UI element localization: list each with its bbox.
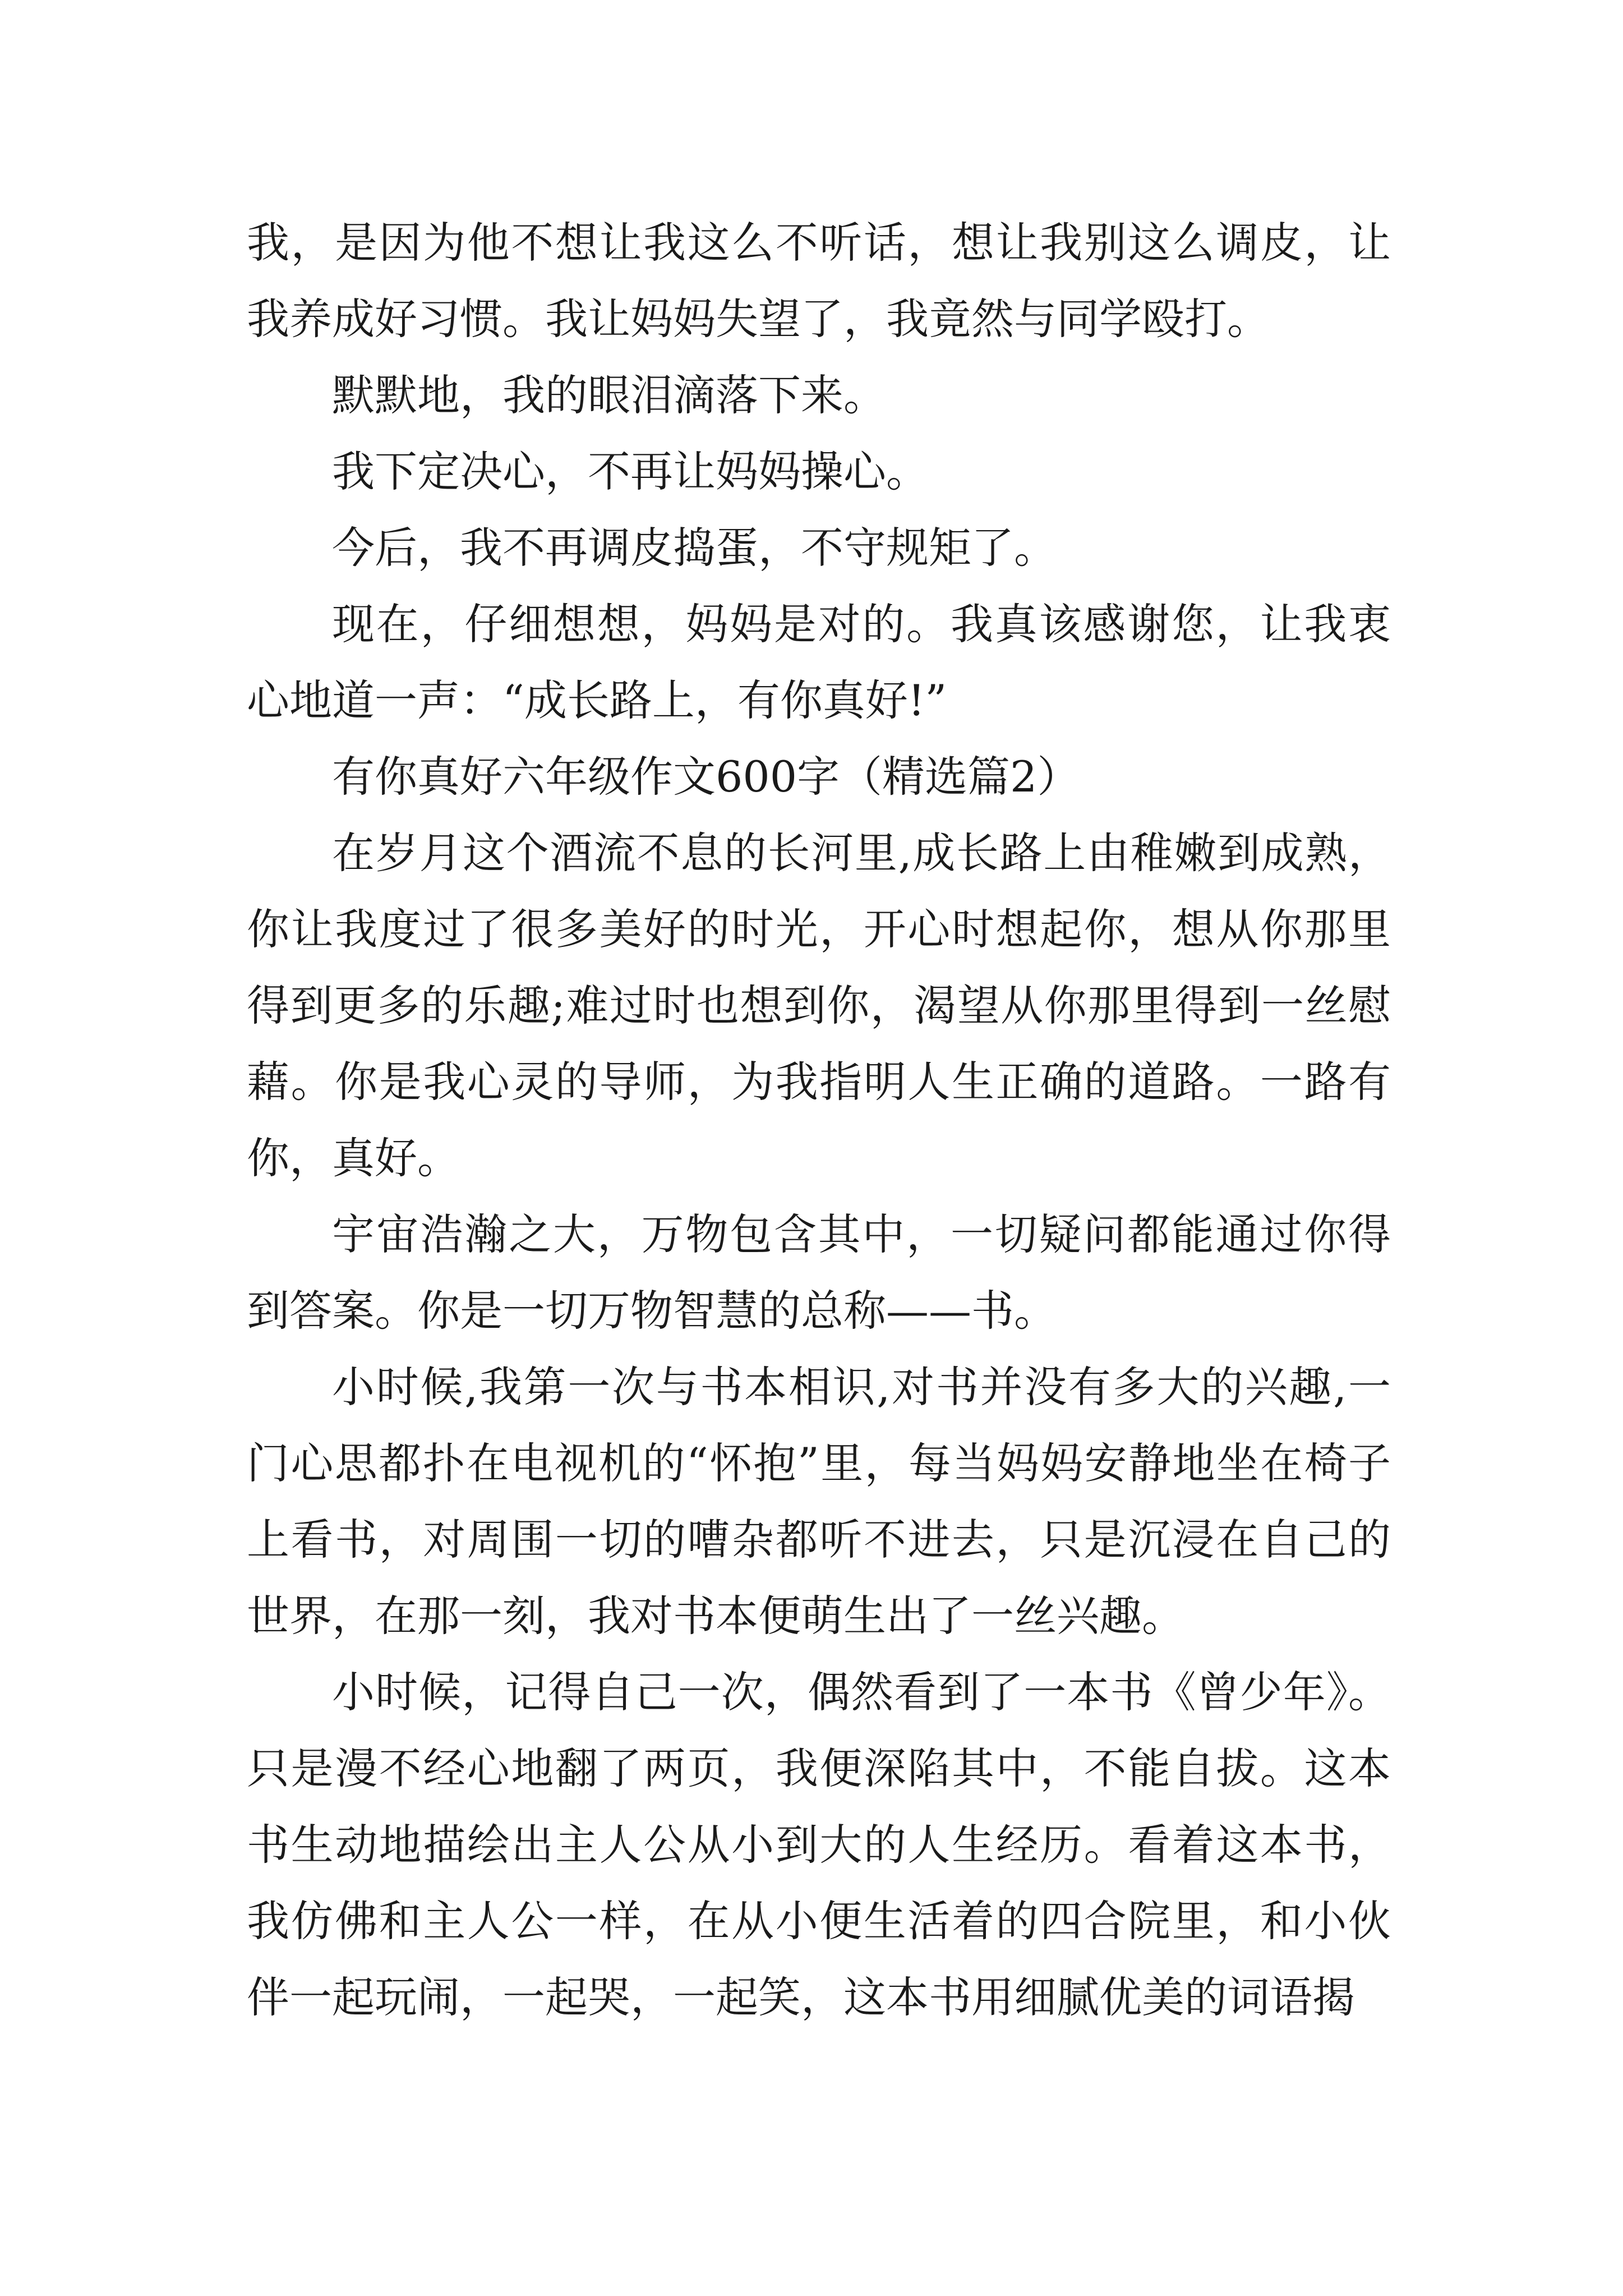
paragraph: 在岁月这个酒流不息的长河里,成长路上由稚嫩到成熟，你让我度过了很多美好的时光，开心时想起你，想从你那里得到更多的乐趣;难过时也想到你，渴望从你那里得到一丝慰藉。你是我心灵的导师，为我指明人生正确的道路。一路有你，真好。	[247, 828, 1391, 1183]
paragraph: 我下定决心，不再让妈妈操心。	[332, 447, 929, 496]
essay-heading: 有你真好六年级作文600字（精选篇2）	[332, 752, 1080, 802]
document-body	[247, 205, 1391, 2036]
paragraph: 小时候，记得自己一次，偶然看到了一本书《曾少年》。只是漫不经心地翻了两页，我便深陷其中，不能自拔。这本书生动地描绘出主人公从小到大的人生经历。看着这本书，我仿佛和主人公一样，在从小便生活着的四合院里，和小伙伴一起玩闹，一起哭，一起笑，这本书用细腻优美的词语揭	[247, 1667, 1391, 2022]
paragraph: 现在，仔细想想，妈妈是对的。我真该感谢您，让我衷心地道一声：“成长路上，有你真好!”	[247, 599, 1391, 725]
paragraph: 宇宙浩瀚之大，万物包含其中，一切疑问都能通过你得到答案。你是一切万物智慧的总称——书。	[247, 1209, 1391, 1336]
paragraph: 默默地，我的眼泪滴落下来。	[332, 370, 886, 420]
paragraph: 小时候,我第一次与书本相识,对书并没有多大的兴趣,一门心思都扑在电视机的“怀抱”里，每当妈妈安静地坐在椅子上看书，对周围一切的嘈杂都听不进去，只是沉浸在自己的世界，在那一刻，我对书本便萌生出了一丝兴趣。	[247, 1362, 1391, 1641]
paragraph-continued: 我，是因为他不想让我这么不听话，想让我别这么调皮，让我养成好习惯。我让妈妈失望了，我竟然与同学殴打。	[247, 218, 1391, 344]
paragraph: 今后，我不再调皮捣蛋，不守规矩了。	[332, 523, 1057, 573]
